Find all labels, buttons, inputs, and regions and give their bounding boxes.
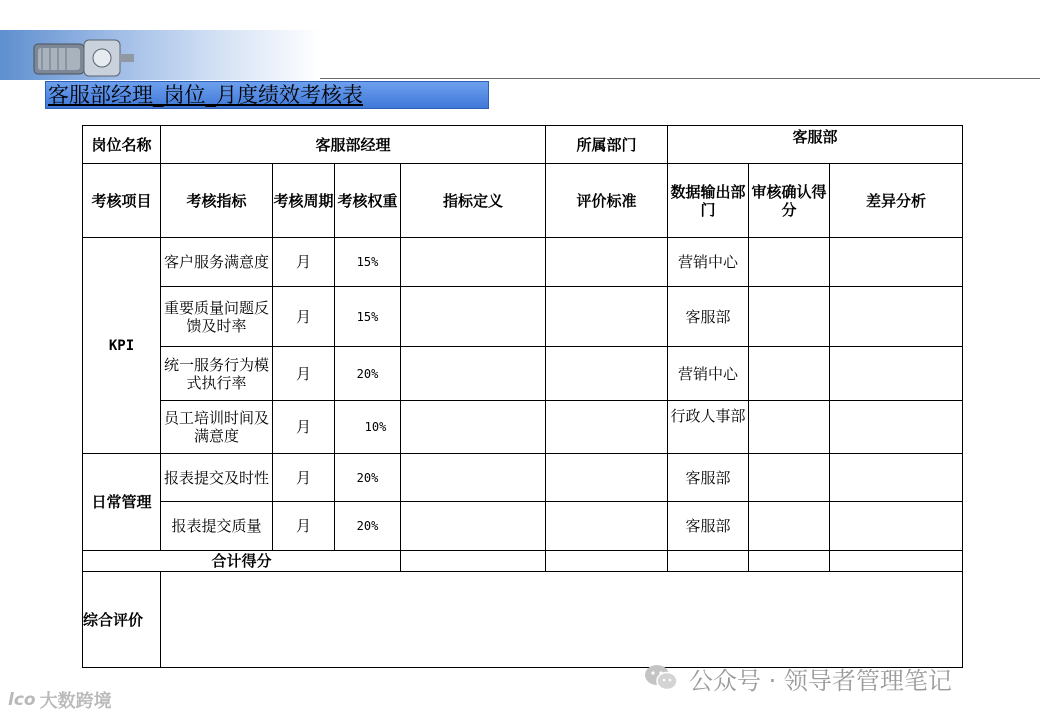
overall-evaluation-label: 综合评价 (83, 572, 161, 668)
post-name-label: 岗位名称 (83, 126, 161, 164)
page-title: 客服部经理_岗位_月度绩效考核表 (48, 83, 363, 107)
row-data-source: 客服部 (668, 287, 749, 347)
row-period: 月 (273, 347, 335, 401)
row-variance (830, 401, 963, 454)
row-definition (401, 401, 546, 454)
row-period: 月 (273, 287, 335, 347)
group-kpi: KPI (83, 238, 161, 454)
total-definition (401, 551, 546, 572)
watermark-official-account (643, 660, 952, 696)
total-score-label: 合计得分 (83, 551, 401, 572)
header-period: 考核周期 (273, 164, 335, 238)
row-period: 月 (273, 401, 335, 454)
row-standard (546, 502, 668, 551)
row-variance (830, 347, 963, 401)
watermark-brand (8, 686, 112, 714)
row-data-source: 客服部 (668, 502, 749, 551)
overall-evaluation-value (161, 572, 963, 668)
row-definition (401, 502, 546, 551)
row-weight: 20% (335, 502, 401, 551)
row-audit (749, 454, 830, 502)
row-data-source: 营销中心 (668, 347, 749, 401)
department-value: 客服部 (668, 126, 963, 164)
row-weight: 15% (335, 238, 401, 287)
row-standard (546, 401, 668, 454)
header-standard: 评价标准 (546, 164, 668, 238)
total-variance (830, 551, 963, 572)
row-data-source: 客服部 (668, 454, 749, 502)
header-item: 考核项目 (83, 164, 161, 238)
row-variance (830, 454, 963, 502)
row-indicator: 报表提交及时性 (161, 454, 273, 502)
row-definition (401, 454, 546, 502)
row-indicator: 客户服务满意度 (161, 238, 273, 287)
row-standard (546, 347, 668, 401)
wechat-icon (643, 663, 679, 693)
row-definition (401, 287, 546, 347)
row-standard (546, 238, 668, 287)
row-audit (749, 502, 830, 551)
header-audit: 审核确认得分 (749, 164, 830, 238)
watermark-left-text: 大数跨境 (39, 691, 112, 712)
row-audit (749, 347, 830, 401)
total-standard (546, 551, 668, 572)
row-indicator: 报表提交质量 (161, 502, 273, 551)
row-indicator: 重要质量问题反馈及时率 (161, 287, 273, 347)
title-bar (45, 81, 489, 109)
row-weight: 20% (335, 347, 401, 401)
row-standard (546, 287, 668, 347)
header-weight: 考核权重 (335, 164, 401, 238)
group-daily-management: 日常管理 (83, 454, 161, 551)
row-data-source: 营销中心 (668, 238, 749, 287)
row-standard (546, 454, 668, 502)
motor-illustration (28, 30, 138, 85)
row-weight: 15% (335, 287, 401, 347)
header-definition: 指标定义 (401, 164, 546, 238)
row-indicator: 统一服务行为模式执行率 (161, 347, 273, 401)
post-name-value: 客服部经理 (161, 126, 546, 164)
header-rule (320, 78, 1040, 79)
row-data-source: 行政人事部 (668, 401, 749, 454)
row-audit (749, 287, 830, 347)
row-period: 月 (273, 238, 335, 287)
assessment-table (82, 125, 963, 668)
row-period: 月 (273, 502, 335, 551)
department-label: 所属部门 (546, 126, 668, 164)
row-weight: 10% (335, 401, 401, 454)
brand-logo-icon: lco (8, 690, 36, 710)
total-data-source (668, 551, 749, 572)
row-variance (830, 287, 963, 347)
row-period: 月 (273, 454, 335, 502)
row-audit (749, 401, 830, 454)
watermark-right-text: 公众号 · 领导者管理笔记 (689, 666, 952, 695)
header-variance: 差异分析 (830, 164, 963, 238)
row-weight: 20% (335, 454, 401, 502)
row-variance (830, 238, 963, 287)
row-variance (830, 502, 963, 551)
row-definition (401, 238, 546, 287)
total-audit (749, 551, 830, 572)
row-indicator: 员工培训时间及满意度 (161, 401, 273, 454)
header-indicator: 考核指标 (161, 164, 273, 238)
header-data-source: 数据输出部门 (668, 164, 749, 238)
row-audit (749, 238, 830, 287)
row-definition (401, 347, 546, 401)
